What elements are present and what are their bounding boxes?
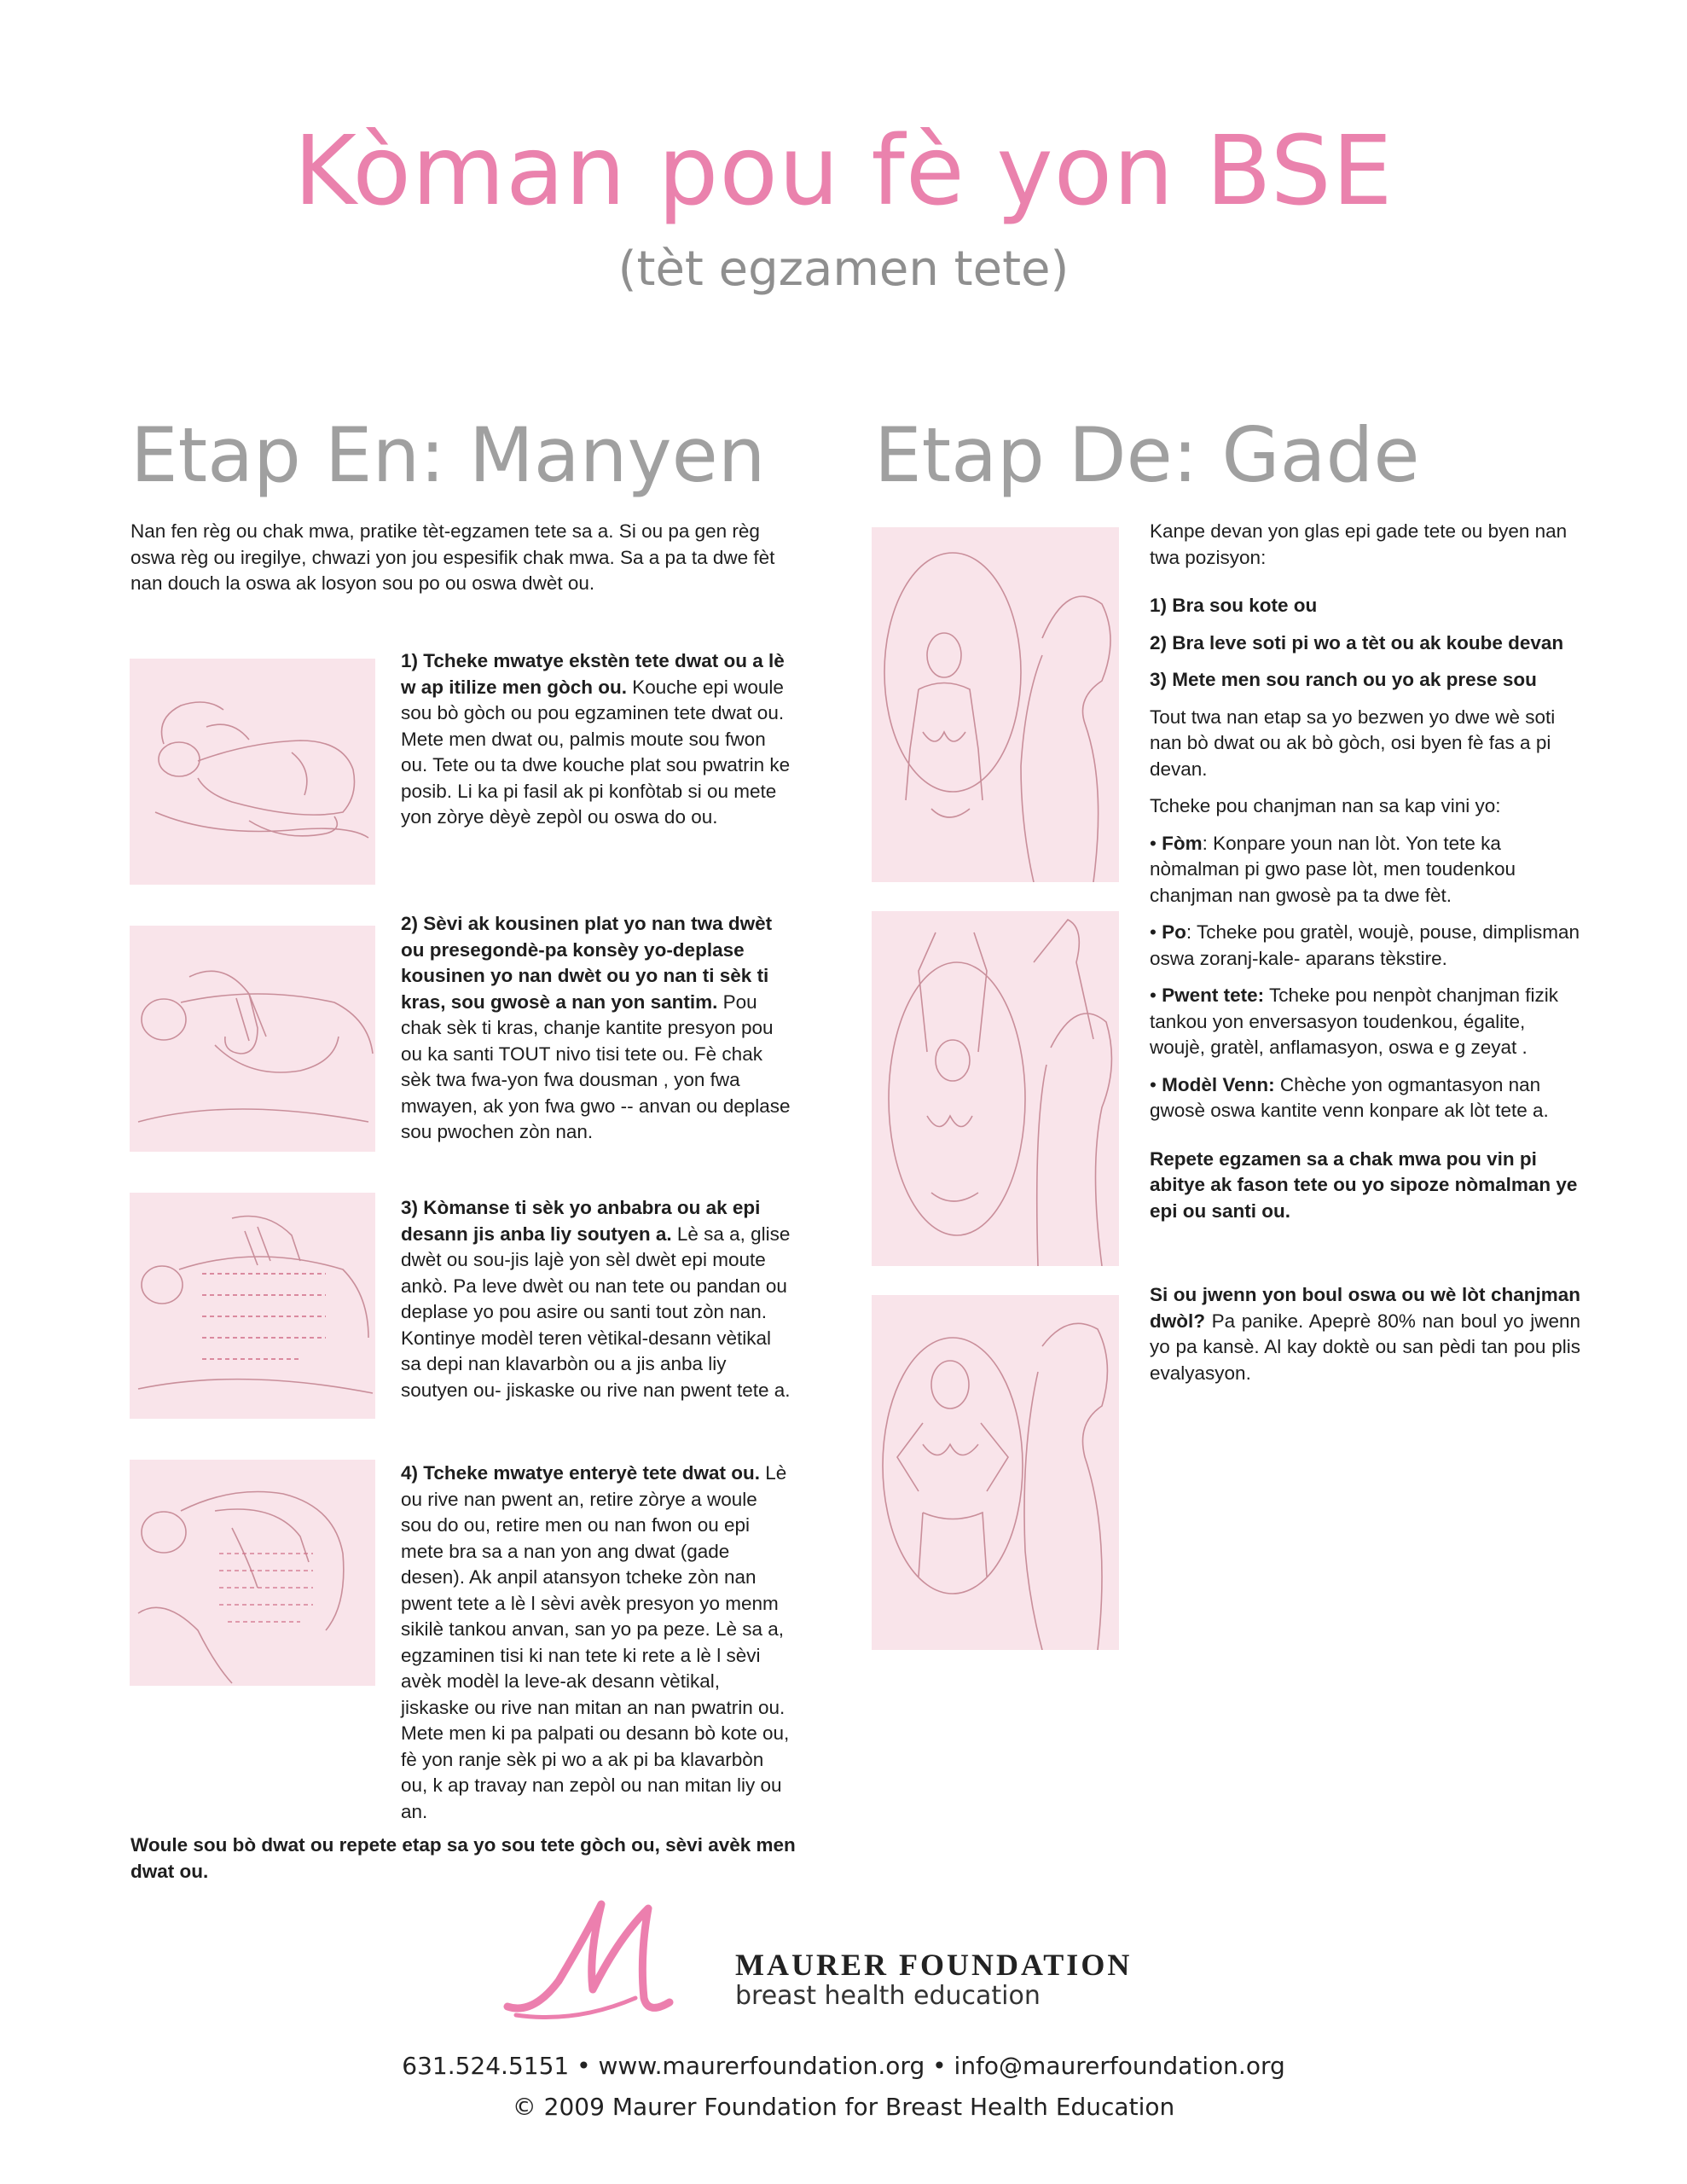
step-3-heading: 3) Kòmanse ti sèk yo anbabra ou ak epi desann jis anba liy soutyen a.: [401, 1197, 761, 1245]
illustration-hands-on-hips: [872, 1295, 1119, 1650]
check-skin: • Po: Tcheke pou gratèl, woujè, pouse, dimplisman oswa zoranj-kale- aparans tèkstire.: [1150, 921, 1580, 969]
step-3-body: Lè sa a, glise dwèt ou sou-jis lajè yon sèl dwèt epi moute ankò. Pa leve dwèt ou nan tete ou pandan ou deplase yo pou asire ou santi tout zòn nan. Kontinye modèl teren vètikal-desann vètikal sa depi nan klavarbòn ou a jis anba liy soutyen ou- jiskaske ou rive nan pwent tete a.: [401, 1223, 791, 1401]
logo-name: MAURER FOUNDATION: [735, 1948, 1133, 1982]
check-nipple-text: Tcheke pou nenpòt chanjman fizik tankou yon enversasyon toudenkou, égalite, woujè, gratèl, anflamasyon, oswa e g zeyat .: [1150, 985, 1558, 1058]
step-2-heading: 2) Sèvi ak kousinen plat yo nan twa dwèt ou presegondè-pa konsèy yo-deplase kousinen yo nan dwèt ou yo nan ti sèk ti kras, sou gwosè a nan yon santim.: [401, 913, 773, 1013]
touch-closing: Woule sou bò dwat ou repete etap sa yo sou tete gòch ou, sèvi avèk men dwat ou.: [130, 1834, 796, 1882]
check-nipple-label: Pwent tete:: [1162, 985, 1265, 1006]
look-para-views: Tout twa nan etap sa yo bezwen yo dwe wè soti nan bò dwat ou ak bò gòch, osi byen fè fas a pi devan.: [1150, 706, 1556, 780]
check-veins: • Modèl Venn: Chèche yon ogmantasyon nan gwosè oswa kantite venn konpare ak lòt tete a.: [1150, 1073, 1549, 1121]
step-4-body: Lè ou rive nan pwent an, retire zòrye a woule sou do ou, retire men ou nan fwon ou epi mete bra sa a nan yon ang dwat (gade desen). Ak anpil atansyon tcheke zòn nan pwent tete a lè l sèvi avèk presyon yo menm sikilè tankou anvan, san yo pa peze. Lè sa a, egzaminen tisi ki nan tete ki rete a lè l sèvi avèk modèl la leve-ak desann vètikal, jiskaske ou rive nan mitan an nan pwatrin ou. Mete men ki pa palpati ou desann bò kote ou, fè yon ranje sèk pi wo a ak pi ba klavarbòn ou, k ap travay nan zepòl ou nan mitan liy ou an.: [401, 1462, 790, 1822]
step-2-body: Pou chak sèk ti kras, chanje kantite presyon pou ou ka santi TOUT nivo tisi tete ou. Fè chak sèk twa fwa-yon fwa dousman , yon fwa mwayen, ak yon fwa gwo -- anvan ou deplase sou pwochen zòn nan.: [401, 990, 791, 1142]
look-intro: Kanpe devan yon glas epi gade tete ou byen nan twa pozisyon:: [1150, 520, 1568, 568]
check-shape-text: : Konpare youn nan lòt. Yon tete ka nòmalman pi gwo pase lòt, men toudenkou chanjman nan gwosè pa ta dwe fèt.: [1150, 832, 1516, 906]
position-2: 2) Bra leve soti pi wo a tèt ou ak koube devan: [1150, 631, 1564, 653]
illustration-arms-at-side: [872, 527, 1119, 882]
page-subtitle: (tèt egzamen tete): [617, 241, 1070, 297]
touch-intro: Nan fen règ ou chak mwa, pratike tèt-egzamen tete sa a. Si ou pa gen règ oswa règ ou iregilye, chwazi yon jou espesifik chak mwa. Sa a pa ta dwe fèt nan douch la oswa ak losyon sou po ou oswa dwèt ou.: [130, 520, 775, 594]
step-1-heading: 1) Tcheke mwatye ekstèn tete dwat ou a lè w ap itilize men gòch ou.: [401, 650, 785, 698]
section-heading-look: Etap De: Gade: [874, 411, 1420, 499]
illustration-finger-pads: [130, 926, 375, 1152]
illustration-inner-half: [130, 1460, 375, 1686]
step-3-text: [401, 1195, 793, 1403]
illustration-vertical-pattern: [130, 1193, 375, 1419]
lump-paragraph: [1150, 1282, 1580, 1386]
repeat-monthly: Repete egzamen sa a chak mwa pou vin pi abitye ak fason tete ou yo sipoze nòmalman ye epi ou santi ou.: [1150, 1147, 1578, 1222]
illustration-lying-exam: [130, 659, 375, 885]
maurer-logo-icon: [499, 1887, 695, 2024]
check-veins-label: Modèl Venn:: [1162, 1073, 1275, 1095]
lump-answer: Pa panike. Apeprè 80% nan boul yo jwenn yo pa kansè. Al kay doktè ou san pèdi tan pou plis evalyasyon.: [1150, 1310, 1580, 1384]
footer-copyright: © 2009 Maurer Foundation for Breast Health Education: [512, 2093, 1175, 2121]
step-4-heading: 4) Tcheke mwatye enteryè tete dwat ou.: [401, 1462, 760, 1484]
step-4-text: [401, 1461, 793, 1825]
look-text: [1150, 519, 1580, 1397]
check-skin-label: Po: [1162, 921, 1186, 943]
step-1-body: Kouche epi woule sou bò gòch ou pou egzaminen tete dwat ou. Mete men dwat ou, palmis moute sou fwon ou. Tete ou ta dwe kouche plat sou pwatrin ke posib. Li ka pi fasil ak pi konfòtab si ou mete yon zòrye dèyè zepòl ou oswa do ou.: [401, 676, 791, 828]
step-1-text: [401, 648, 793, 831]
position-3: 3) Mete men sou ranch ou yo ak prese sou: [1150, 669, 1537, 690]
section-heading-touch: Etap En: Manyen: [130, 411, 766, 499]
step-2-text: [401, 911, 793, 1146]
page-title: Kòman pou fè yon BSE: [293, 116, 1394, 227]
check-shape-label: Fòm: [1162, 832, 1203, 854]
logo-tagline: breast health education: [735, 1981, 1041, 2011]
check-shape: • Fòm: Konpare youn nan lòt. Yon tete ka nòmalman pi gwo pase lòt, men toudenkou chanjman nan gwosè pa ta dwe fèt.: [1150, 832, 1516, 906]
check-skin-text: : Tcheke pou gratèl, woujè, pouse, dimplisman oswa zoranj-kale- aparans tèkstire.: [1150, 921, 1580, 969]
check-veins-text: Chèche yon ogmantasyon nan gwosè oswa kantite venn konpare ak lòt tete a.: [1150, 1073, 1549, 1121]
footer-contact: 631.524.5151 • www.maurerfoundation.org • info@maurerfoundation.org: [402, 2052, 1285, 2080]
position-1: 1) Bra sou kote ou: [1150, 595, 1318, 616]
check-nipple: • Pwent tete: Tcheke pou nenpòt chanjman fizik tankou yon enversasyon toudenkou, égalite, woujè, gratèl, anflamasyon, oswa e g zeyat .: [1150, 985, 1558, 1058]
illustration-arms-raised: [872, 911, 1119, 1266]
look-para-check: Tcheke pou chanjman nan sa kap vini yo:: [1150, 795, 1501, 816]
lump-question: Si ou jwenn yon boul oswa ou wè lòt chanjman dwòl?: [1150, 1284, 1580, 1332]
